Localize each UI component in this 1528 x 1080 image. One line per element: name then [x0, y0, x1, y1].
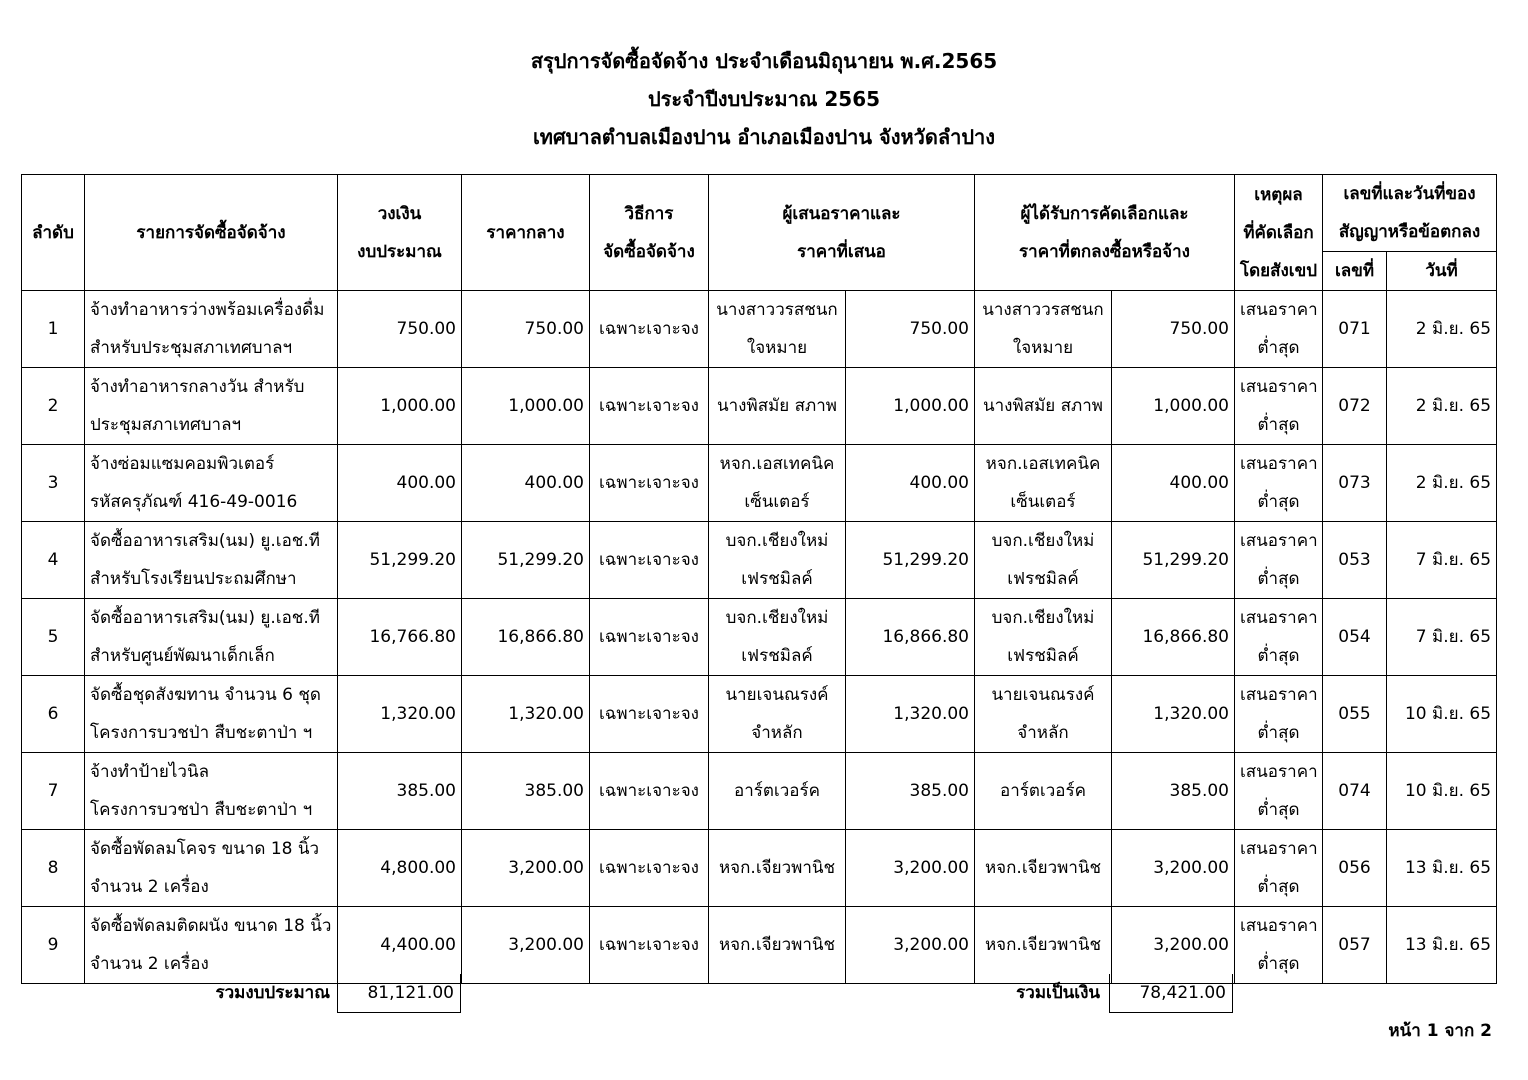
row-item: จัดซื้อพัดลมโคจร ขนาด 18 นิ้ว จำนวน 2 เครื่อง [85, 830, 338, 907]
row-reason: เสนอราคา ต่ำสุด [1235, 522, 1323, 599]
row-number: 4 [22, 522, 85, 599]
row-number: 2 [22, 368, 85, 445]
row-contract-no: 054 [1323, 599, 1387, 676]
row-median-price: 3,200.00 [462, 907, 590, 984]
row-win-price: 385.00 [1112, 753, 1235, 830]
row-bid-price: 3,200.00 [846, 907, 975, 984]
row-item: จัดซื้อชุดสังฆทาน จำนวน 6 ชุด โครงการบวชป่า สืบชะตาป่า ฯ [85, 676, 338, 753]
row-number: 8 [22, 830, 85, 907]
row-contract-no: 073 [1323, 445, 1387, 522]
row-bidder: หจก.เจียวพานิช [709, 907, 846, 984]
row-method: เฉพาะเจาะจง [590, 368, 709, 445]
row-winner: นางพิสมัย สภาพ [975, 368, 1112, 445]
total-budget-label: รวมงบประมาณ [215, 983, 330, 1003]
total-amount-value: 78,421.00 [1109, 974, 1233, 1013]
row-method: เฉพาะเจาะจง [590, 753, 709, 830]
row-budget: 4,400.00 [338, 907, 462, 984]
page-number: หน้า 1 จาก 2 [1388, 1021, 1492, 1041]
row-item: จ้างทำอาหารกลางวัน สำหรับ ประชุมสภาเทศบาลฯ [85, 368, 338, 445]
row-win-price: 16,866.80 [1112, 599, 1235, 676]
row-winner: หจก.เจียวพานิช [975, 830, 1112, 907]
table-row [22, 753, 1497, 830]
row-win-price: 3,200.00 [1112, 907, 1235, 984]
document-header [0, 42, 1528, 156]
row-contract-date: 13 มิ.ย. 65 [1387, 907, 1497, 984]
row-contract-date: 2 มิ.ย. 65 [1387, 291, 1497, 368]
table-row [22, 368, 1497, 445]
row-reason: เสนอราคา ต่ำสุด [1235, 907, 1323, 984]
row-median-price: 16,866.80 [462, 599, 590, 676]
row-median-price: 51,299.20 [462, 522, 590, 599]
total-amount-label: รวมเป็นเงิน [1016, 983, 1100, 1003]
row-bidder: บจก.เชียงใหม่ เฟรชมิลค์ [709, 599, 846, 676]
row-contract-date: 13 มิ.ย. 65 [1387, 830, 1497, 907]
header-median-price: ราคากลาง [462, 175, 590, 291]
table-row [22, 676, 1497, 753]
row-number: 5 [22, 599, 85, 676]
row-bid-price: 3,200.00 [846, 830, 975, 907]
row-number: 1 [22, 291, 85, 368]
row-number: 6 [22, 676, 85, 753]
document-title: สรุปการจัดซื้อจัดจ้าง ประจำเดือนมิถุนายน พ.ศ.2565 [530, 49, 998, 73]
row-contract-no: 072 [1323, 368, 1387, 445]
row-bidder: นางพิสมัย สภาพ [709, 368, 846, 445]
row-median-price: 3,200.00 [462, 830, 590, 907]
row-contract-date: 7 มิ.ย. 65 [1387, 522, 1497, 599]
table-row [22, 445, 1497, 522]
fiscal-year-title: ประจำปีงบประมาณ 2565 [647, 87, 881, 111]
row-contract-no: 074 [1323, 753, 1387, 830]
row-item: จัดซื้ออาหารเสริม(นม) ยู.เอช.ที สำหรับโรงเรียนประถมศึกษา [85, 522, 338, 599]
row-contract-no: 057 [1323, 907, 1387, 984]
row-winner: อาร์ตเวอร์ค [975, 753, 1112, 830]
row-bid-price: 750.00 [846, 291, 975, 368]
row-item: จ้างทำอาหารว่างพร้อมเครื่องดื่ม สำหรับประชุมสภาเทศบาลฯ [85, 291, 338, 368]
row-bid-price: 51,299.20 [846, 522, 975, 599]
row-winner: บจก.เชียงใหม่ เฟรชมิลค์ [975, 599, 1112, 676]
row-number: 9 [22, 907, 85, 984]
row-contract-date: 7 มิ.ย. 65 [1387, 599, 1497, 676]
table-row [22, 830, 1497, 907]
row-win-price: 3,200.00 [1112, 830, 1235, 907]
header-budget: วงเงิน งบประมาณ [338, 175, 462, 291]
row-item: จัดซื้ออาหารเสริม(นม) ยู.เอช.ที สำหรับศูนย์พัฒนาเด็กเล็ก [85, 599, 338, 676]
header-method: วิธีการ จัดซื้อจัดจ้าง [590, 175, 709, 291]
row-method: เฉพาะเจาะจง [590, 830, 709, 907]
row-budget: 16,766.80 [338, 599, 462, 676]
totals-row [0, 974, 1528, 1014]
row-method: เฉพาะเจาะจง [590, 907, 709, 984]
row-winner: บจก.เชียงใหม่ เฟรชมิลค์ [975, 522, 1112, 599]
row-budget: 51,299.20 [338, 522, 462, 599]
row-budget: 1,000.00 [338, 368, 462, 445]
header-contract-date: วันที่ [1387, 252, 1497, 291]
row-method: เฉพาะเจาะจง [590, 445, 709, 522]
row-bid-price: 1,320.00 [846, 676, 975, 753]
header-contract-no: เลขที่ [1323, 252, 1387, 291]
header-winner: ผู้ได้รับการคัดเลือกและ ราคาที่ตกลงซื้อหรือจ้าง [975, 175, 1235, 291]
row-budget: 4,800.00 [338, 830, 462, 907]
row-item: จ้างซ่อมแซมคอมพิวเตอร์ รหัสครุภัณฑ์ 416-49-0016 [85, 445, 338, 522]
row-bidder: นายเจนณรงค์ จำหลัก [709, 676, 846, 753]
row-median-price: 750.00 [462, 291, 590, 368]
row-budget: 400.00 [338, 445, 462, 522]
row-reason: เสนอราคา ต่ำสุด [1235, 830, 1323, 907]
row-method: เฉพาะเจาะจง [590, 291, 709, 368]
row-winner: นายเจนณรงค์ จำหลัก [975, 676, 1112, 753]
row-number: 7 [22, 753, 85, 830]
total-budget-value: 81,121.00 [337, 974, 461, 1013]
row-budget: 750.00 [338, 291, 462, 368]
table-row [22, 907, 1497, 984]
row-bid-price: 400.00 [846, 445, 975, 522]
organization-title: เทศบาลตำบลเมืองปาน อำเภอเมืองปาน จังหวัดลำปาง [532, 125, 996, 149]
row-contract-no: 071 [1323, 291, 1387, 368]
row-winner: หจก.เอสเทคนิค เซ็นเตอร์ [975, 445, 1112, 522]
row-bid-price: 16,866.80 [846, 599, 975, 676]
row-contract-date: 2 มิ.ย. 65 [1387, 445, 1497, 522]
row-bidder: นางสาววรสชนก ใจหมาย [709, 291, 846, 368]
row-bidder: บจก.เชียงใหม่ เฟรชมิลค์ [709, 522, 846, 599]
header-reason: เหตุผล ที่คัดเลือก โดยสังเขป [1235, 175, 1323, 291]
row-method: เฉพาะเจาะจง [590, 676, 709, 753]
row-item: จัดซื้อพัดลมติดผนัง ขนาด 18 นิ้ว จำนวน 2 เครื่อง [85, 907, 338, 984]
row-contract-no: 055 [1323, 676, 1387, 753]
row-budget: 385.00 [338, 753, 462, 830]
row-win-price: 400.00 [1112, 445, 1235, 522]
row-win-price: 1,000.00 [1112, 368, 1235, 445]
table-row [22, 599, 1497, 676]
row-method: เฉพาะเจาะจง [590, 599, 709, 676]
row-median-price: 385.00 [462, 753, 590, 830]
header-item: รายการจัดซื้อจัดจ้าง [85, 175, 338, 291]
row-contract-date: 2 มิ.ย. 65 [1387, 368, 1497, 445]
procurement-table [21, 174, 1497, 984]
row-reason: เสนอราคา ต่ำสุด [1235, 445, 1323, 522]
header-no: ลำดับ [22, 175, 85, 291]
header-contract: เลขที่และวันที่ของ สัญญาหรือข้อตกลง [1323, 175, 1497, 252]
row-bidder: อาร์ตเวอร์ค [709, 753, 846, 830]
row-bid-price: 385.00 [846, 753, 975, 830]
row-median-price: 400.00 [462, 445, 590, 522]
row-bidder: หจก.เอสเทคนิค เซ็นเตอร์ [709, 445, 846, 522]
row-win-price: 1,320.00 [1112, 676, 1235, 753]
row-bid-price: 1,000.00 [846, 368, 975, 445]
table-row [22, 522, 1497, 599]
row-contract-date: 10 มิ.ย. 65 [1387, 753, 1497, 830]
row-reason: เสนอราคา ต่ำสุด [1235, 291, 1323, 368]
row-contract-date: 10 มิ.ย. 65 [1387, 676, 1497, 753]
row-reason: เสนอราคา ต่ำสุด [1235, 599, 1323, 676]
row-reason: เสนอราคา ต่ำสุด [1235, 368, 1323, 445]
row-contract-no: 056 [1323, 830, 1387, 907]
row-median-price: 1,000.00 [462, 368, 590, 445]
row-reason: เสนอราคา ต่ำสุด [1235, 753, 1323, 830]
table-row [22, 291, 1497, 368]
row-number: 3 [22, 445, 85, 522]
row-reason: เสนอราคา ต่ำสุด [1235, 676, 1323, 753]
row-method: เฉพาะเจาะจง [590, 522, 709, 599]
row-bidder: หจก.เจียวพานิช [709, 830, 846, 907]
row-winner: หจก.เจียวพานิช [975, 907, 1112, 984]
row-contract-no: 053 [1323, 522, 1387, 599]
row-win-price: 51,299.20 [1112, 522, 1235, 599]
header-bidder: ผู้เสนอราคาและ ราคาที่เสนอ [709, 175, 975, 291]
row-item: จ้างทำป้ายไวนิล โครงการบวชป่า สืบชะตาป่า ฯ [85, 753, 338, 830]
row-median-price: 1,320.00 [462, 676, 590, 753]
row-budget: 1,320.00 [338, 676, 462, 753]
row-winner: นางสาววรสชนก ใจหมาย [975, 291, 1112, 368]
row-win-price: 750.00 [1112, 291, 1235, 368]
